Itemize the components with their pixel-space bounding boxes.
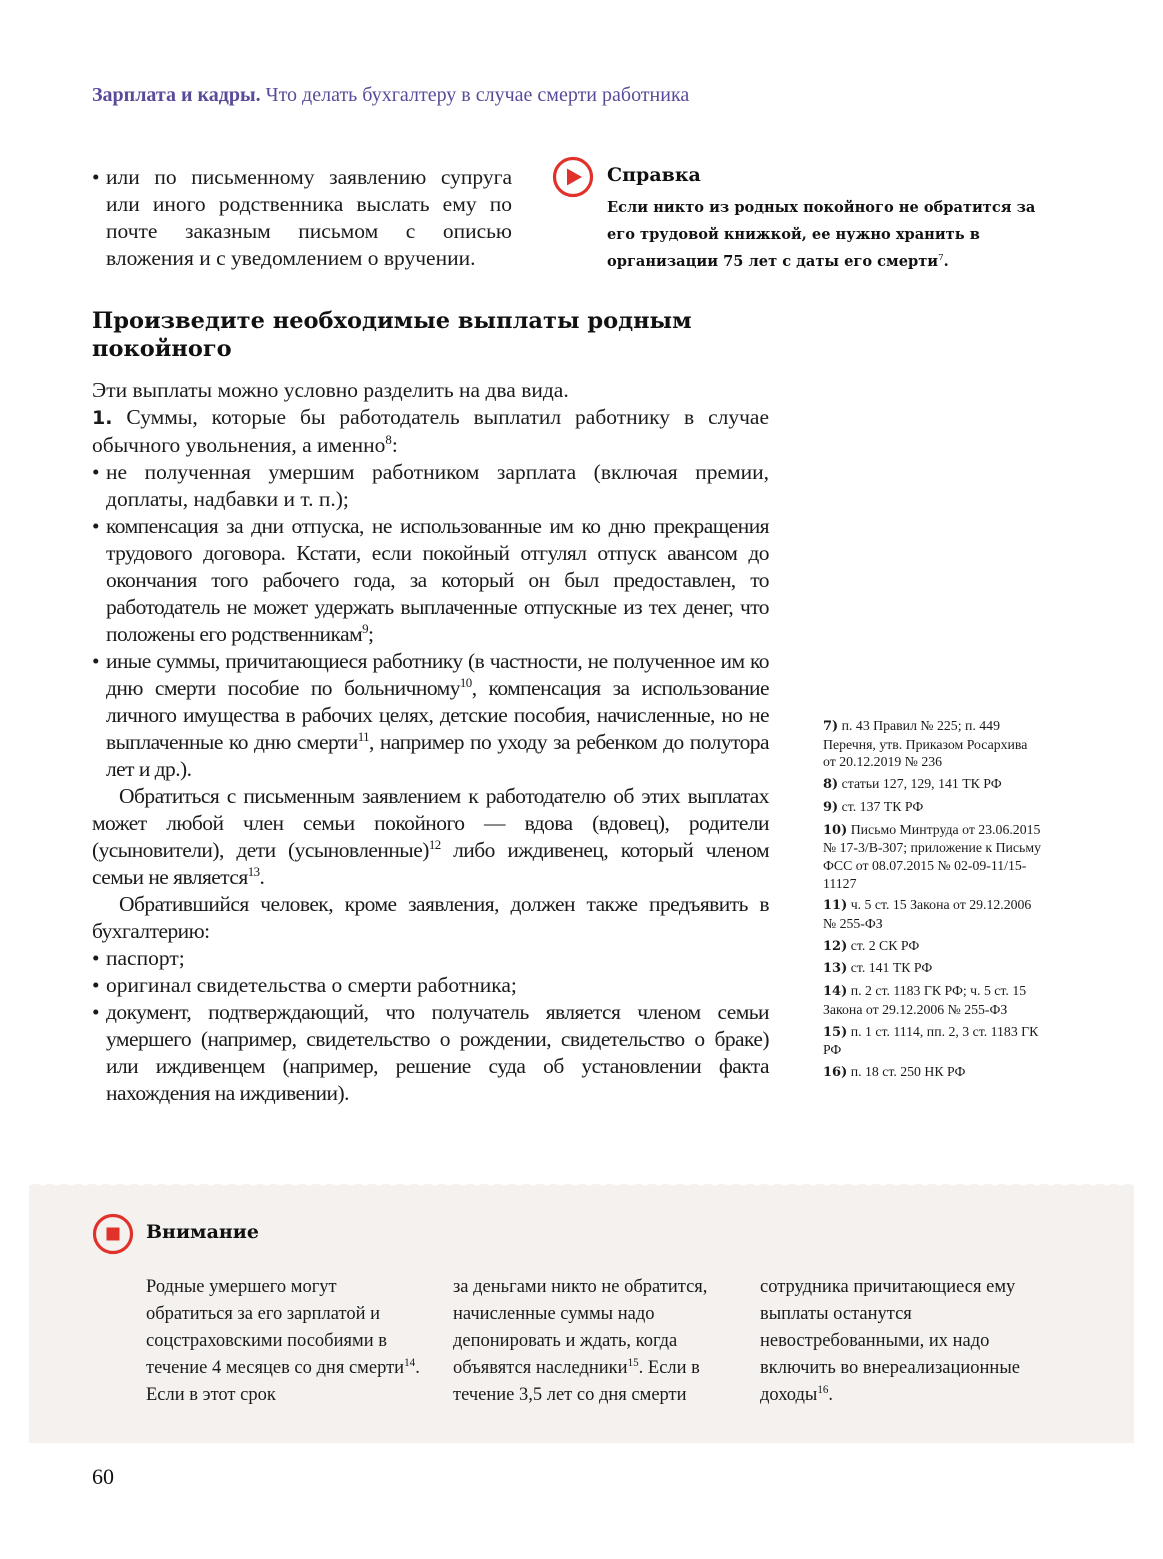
footnote [823, 937, 1043, 956]
footnotes-column [823, 717, 1043, 1086]
attention-column-2 [453, 1274, 733, 1409]
attention-text: сотрудника причитающиеся ему выплаты останутся невостребованными, их надо включить во внереализационные доходы [760, 1277, 1020, 1405]
footnote [823, 896, 1043, 932]
attention-box [29, 1186, 1134, 1443]
footnote [823, 1063, 1043, 1082]
list-item-text: не полученная умершим работником зарплата (включая премии, доплаты, надбавки и т. п.); [106, 460, 769, 511]
page-number: 60 [92, 1464, 114, 1489]
paragraph-end: : [391, 433, 398, 457]
paragraph [92, 783, 769, 891]
header-section: Зарплата и кадры. [92, 84, 261, 106]
paragraph-end: . [259, 865, 265, 889]
note-end: . [943, 253, 949, 270]
main-article [92, 307, 769, 1107]
list-number: 1. [92, 407, 113, 429]
attention-text: Родные умершего могут обратиться за его зарплатой и соцстраховскими пособиями в течение 4 месяцев со дня смерти [146, 1277, 405, 1378]
footnote-text: п. 18 ст. 250 НК РФ [847, 1063, 966, 1079]
footnote-ref[interactable]: 9 [362, 621, 369, 636]
attention-title: Внимание [146, 1221, 259, 1243]
attention-text: за деньгами никто не обратится, начисленные суммы надо депонировать и ждать, когда объявятся наследники [453, 1277, 708, 1378]
wavy-edge-decoration [29, 1182, 1134, 1188]
paragraph-text: Суммы, которые бы работодатель выплатил работнику в случае обычного увольнения, а именно [92, 405, 769, 457]
footnote-number: 13) [823, 961, 848, 977]
paragraph-text: либо иждивенец, который членом семьи не является [92, 838, 769, 889]
footnote [823, 821, 1043, 893]
footnote-number: 9) [823, 799, 839, 815]
note-text [607, 194, 1037, 275]
attention-text: . Если в этот срок [146, 1358, 420, 1405]
attention-text: . Если в течение 3,5 лет со дня смерти [453, 1358, 700, 1405]
footnote-number: 14) [823, 984, 848, 1000]
footnote-text: п. 1 ст. 1114, пп. 2, 3 ст. 1183 ГК РФ [823, 1023, 1039, 1058]
footnote-text: ст. 137 ТК РФ [838, 798, 924, 814]
footnote [823, 982, 1043, 1018]
list-item: • или по письменному заявлению супруга или иного родственника выслать ему по почте заказным письмом с описью вложения и с уведомлением о вручении. [92, 164, 512, 272]
footnote-text: Письмо Минтруда от 23.06.2015 № 17-3/В-307; приложение к Письму ФСС от 08.07.2015 № 02-09-11/15-11127 [823, 821, 1041, 891]
footnote-text: ст. 141 ТК РФ [847, 960, 933, 976]
footnote-text: п. 2 ст. 1183 ГК РФ; ч. 5 ст. 15 Закона от 29.12.2006 № 255-ФЗ [823, 983, 1027, 1017]
list-item [92, 648, 769, 783]
footnote-ref[interactable]: 14 [404, 1356, 416, 1369]
list-item-text: иные суммы, причитающиеся работнику (в частности, не полученное им ко дню смерти пособие по больничному [106, 649, 769, 700]
paragraph: Обратившийся человек, кроме заявления, должен также предъявить в бухгалтерию: [92, 892, 769, 943]
paragraph-text: Обратиться с письменным заявлением к работодателю об этих выплатах может любой член семьи покойного — вдова (вдовец), родители (усыновители), дети (усыновленные) [92, 784, 769, 862]
footnote [823, 717, 1043, 771]
footnote-ref[interactable]: 7 [938, 253, 944, 264]
attention-text: . [828, 1385, 834, 1405]
footnote-number: 10) [823, 822, 848, 838]
footnote-ref[interactable]: 13 [247, 864, 260, 879]
note-body: Если никто из родных покойного не обратится за его трудовой книжкой, ее нужно хранить в организации 75 лет с даты его смерти [607, 199, 1036, 270]
footnote-number: 7) [823, 719, 839, 734]
footnote [823, 775, 1043, 794]
running-header [92, 84, 689, 107]
list-item-text: , например по уходу за ребенком до полутора лет и др.). [106, 730, 769, 781]
list-item: • паспорт; [92, 945, 769, 972]
stop-icon [92, 1213, 134, 1255]
footnote-text: статьи 127, 129, 141 ТК РФ [838, 776, 1002, 792]
list-item-text: компенсация за дни отпуска, не использованные им ко дню прекращения трудового договора. Кстати, если покойный отгулял отпуск авансом до окончания того рабочего года, за который он был предоставлен, то работодатель не может удержать выплаченные отпускные из тех денег, что положены его родственникам [106, 514, 769, 646]
paragraph [92, 404, 769, 459]
list-item [92, 513, 769, 648]
footnote-text: ч. 5 ст. 15 Закона от 29.12.2006 № 255-ФЗ [823, 897, 1032, 932]
footnote-ref[interactable]: 16 [817, 1383, 829, 1396]
play-icon [552, 156, 594, 198]
footnote-ref[interactable]: 11 [357, 729, 370, 744]
footnote-ref[interactable]: 12 [428, 837, 441, 852]
footnote-ref[interactable]: 8 [385, 432, 392, 447]
footnote-number: 11) [823, 898, 848, 914]
footnote-number: 8) [823, 777, 839, 793]
list-item [92, 459, 769, 513]
footnote-ref[interactable]: 15 [627, 1356, 639, 1369]
header-title: Что делать бухгалтеру в случае смерти работника [265, 84, 690, 106]
list-item: • оригинал свидетельства о смерти работника; [92, 972, 769, 999]
payments-list [92, 459, 769, 783]
list-item-end: ; [368, 622, 374, 646]
paragraph: Эти выплаты можно условно разделить на два вида. [92, 378, 569, 402]
list-item-text: , компенсация за использование личного имущества в рабочих целях, детские пособия, начисленные, но не выплаченные ко дню смерти [106, 676, 769, 754]
footnote [823, 959, 1043, 978]
footnote-text: п. 43 Правил № 225; п. 449 Перечня, утв. Приказом Росархива от 20.12.2019 № 236 [823, 718, 1028, 770]
footnote-number: 16) [823, 1064, 848, 1080]
footnote-number: 12) [823, 938, 848, 954]
footnote-text: ст. 2 СК РФ [847, 937, 920, 953]
footnote-ref[interactable]: 10 [459, 675, 472, 690]
attention-column-1 [146, 1274, 426, 1409]
note-title: Справка [607, 164, 701, 186]
intro-bullet-list [92, 164, 512, 272]
documents-list [92, 945, 769, 1107]
footnote [823, 1023, 1043, 1059]
attention-column-3 [760, 1274, 1030, 1409]
footnote-number: 15) [823, 1024, 848, 1040]
list-item: • документ, подтверждающий, что получатель является членом семьи умершего (например, свидетельство о рождении, свидетельство о браке) или иждивенцем (например, решение суда об установлении факта нахождения на иждивении). [92, 999, 769, 1107]
footnote [823, 798, 1043, 817]
section-heading: Произведите необходимые выплаты родным покойного [92, 308, 692, 362]
